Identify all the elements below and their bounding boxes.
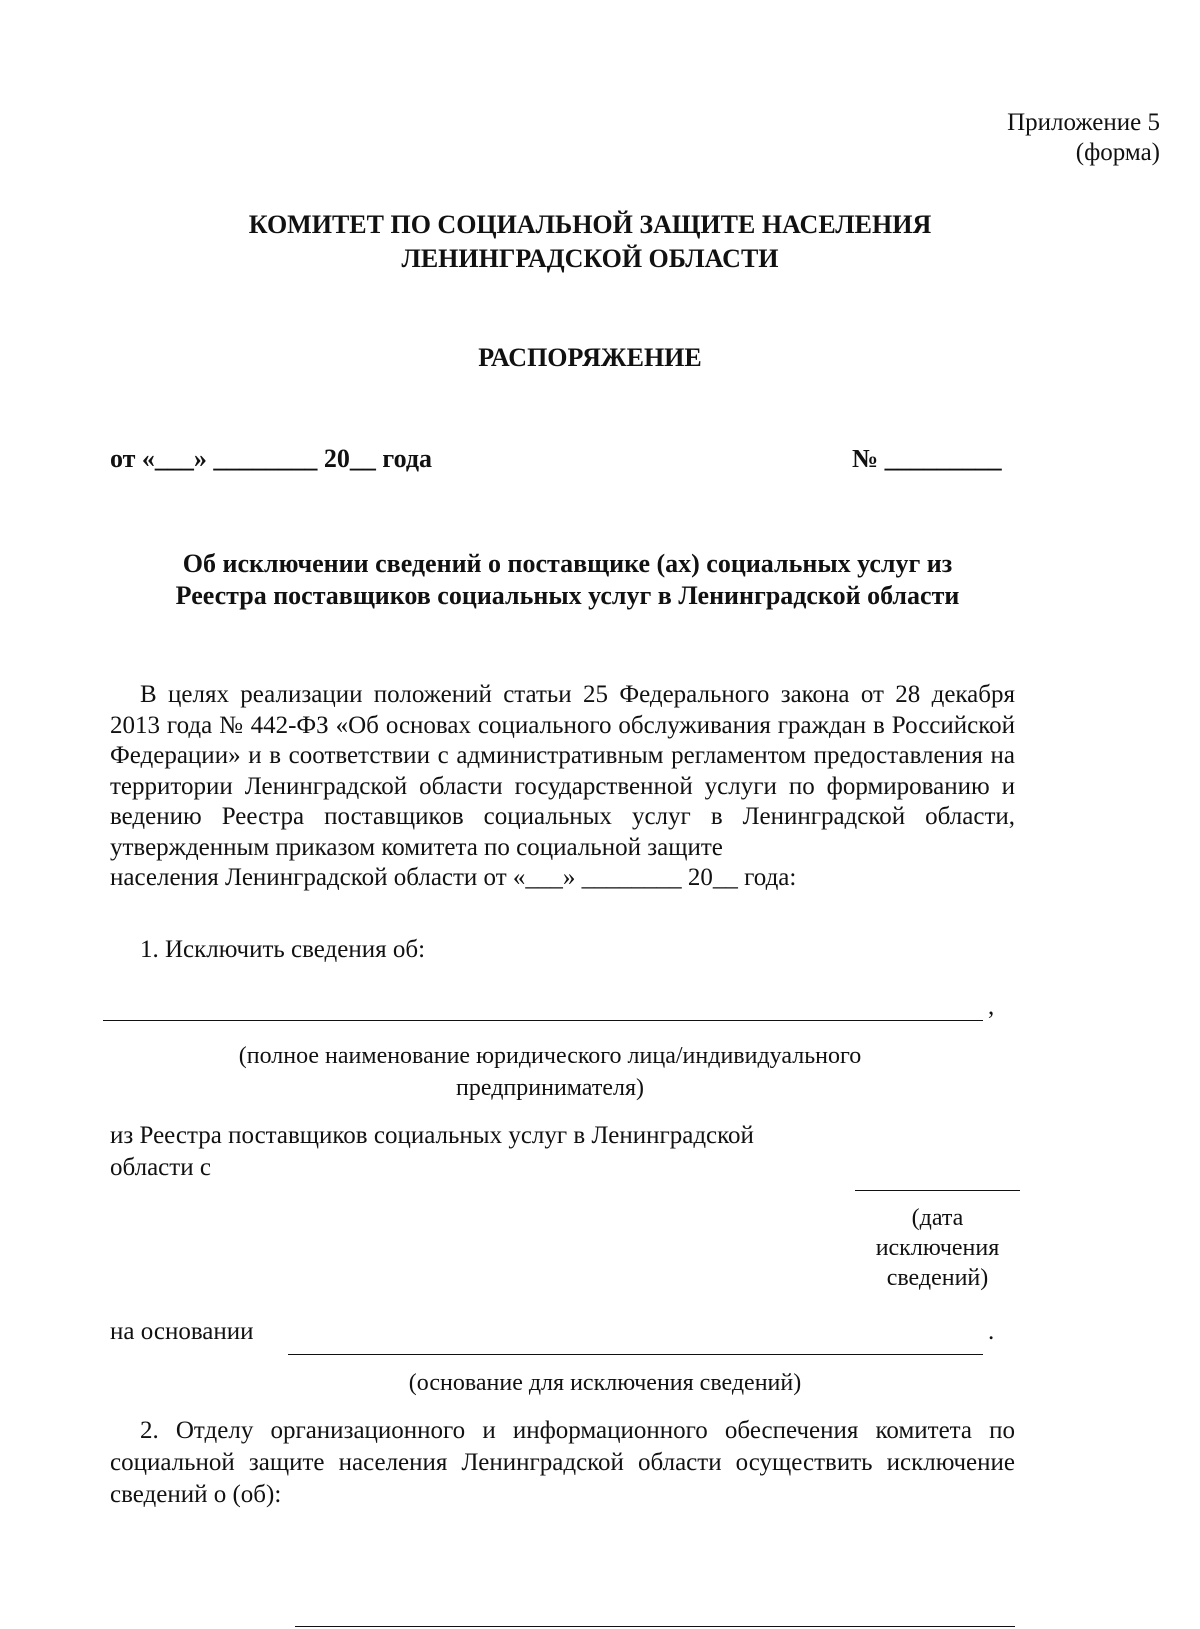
registry-line1: из Реестра поставщиков социальных услуг в Ленинградской <box>110 1122 754 1149</box>
order-number-field: № _________ <box>852 444 1002 473</box>
document-type-title: РАСПОРЯЖЕНИЕ <box>478 343 702 372</box>
registry-line2: области с <box>110 1154 211 1181</box>
annex-form-label: (форма) <box>1075 139 1160 166</box>
order-date-field: от «___» ________ 20__ года <box>110 444 432 473</box>
date-caption-line1: (дата <box>911 1205 964 1231</box>
preamble-last-line: населения Ленинградской области от «___» ________ 20__ года: <box>110 864 797 891</box>
item2-paragraph: 2. Отделу организационного и информационного обеспечения комитета по социальной защите населения Ленинградской области осуществить исключение сведений о (об): <box>110 1417 1015 1508</box>
exclusion-date-blank-line <box>855 1190 1020 1191</box>
date-caption-line2: исключения <box>875 1235 1000 1261</box>
preamble-paragraph <box>110 680 1015 894</box>
committee-name-line2: ЛЕНИНГРАДСКОЙ ОБЛАСТИ <box>401 244 779 273</box>
committee-name-line1: КОМИТЕТ ПО СОЦИАЛЬНОЙ ЗАЩИТЕ НАСЕЛЕНИЯ <box>248 210 932 239</box>
committee-header <box>100 208 1080 276</box>
provider-name-comma: , <box>988 993 995 1020</box>
annex-block <box>900 108 1160 168</box>
provider-caption-line2: предпринимателя) <box>456 1075 644 1101</box>
basis-period: . <box>988 1318 995 1345</box>
basis-caption: (основание для исключения сведений) <box>408 1370 802 1396</box>
subject-line2: Реестра поставщиков социальных услуг в Ленинградской области <box>175 581 960 610</box>
exclusion-date-caption <box>855 1203 1020 1293</box>
order-subject <box>110 548 1025 612</box>
basis-label: на основании <box>110 1318 254 1345</box>
registry-sentence <box>110 1120 890 1184</box>
date-caption-line3: сведений) <box>886 1265 989 1291</box>
item2-blank-line <box>295 1626 1015 1627</box>
subject-line1: Об исключении сведений о поставщике (ах) социальных услуг из <box>182 549 953 578</box>
basis-blank-line <box>288 1354 983 1355</box>
preamble-text: В целях реализации положений статьи 25 Федерального закона от 28 декабря 2013 года № 442-ФЗ «Об основах социального обслуживания граждан в Российской Федерации» и в соответствии с административным регламентом предоставления на территории Ленинградской области государственной услуги по формированию и ведению Реестра поставщиков социальных услуг в Ленинградской области, утвержденным приказом комитета по социальной защите <box>110 681 1015 861</box>
provider-name-caption <box>100 1040 1000 1104</box>
provider-name-blank-line <box>103 1020 983 1021</box>
provider-caption-line1: (полное наименование юридического лица/индивидуального <box>238 1043 862 1069</box>
annex-number: Приложение 5 <box>1007 109 1160 136</box>
item1-label: 1. Исключить сведения об: <box>140 936 426 963</box>
